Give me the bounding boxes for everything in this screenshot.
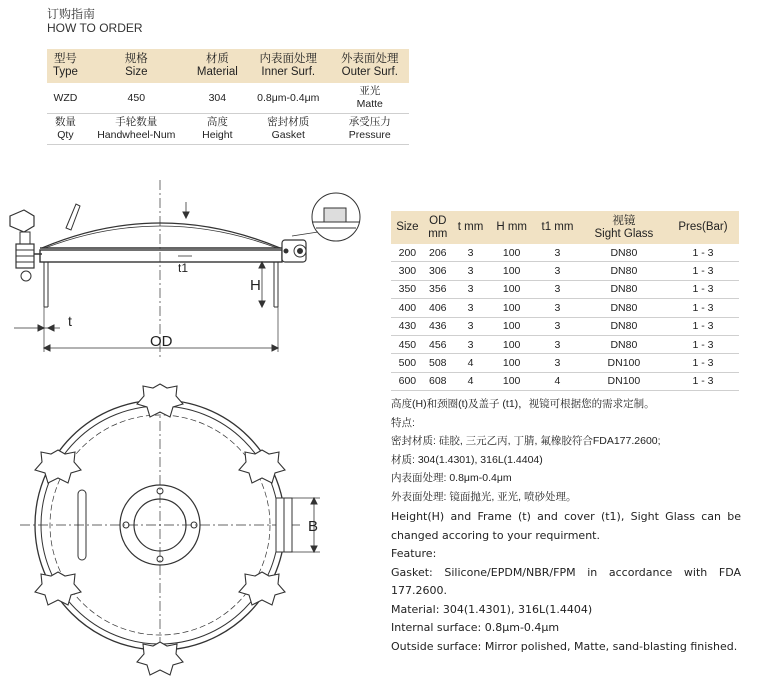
spec-cell-t: 3: [452, 262, 489, 280]
order-col-inner-surf: [246, 49, 331, 83]
spec-cell-h: 100: [489, 280, 534, 298]
notes-english: [391, 508, 741, 656]
spec-cell-t1: 3: [534, 317, 581, 335]
spec-cell-pressure: 1 - 3: [667, 317, 739, 335]
spec-cell-t: 3: [452, 335, 489, 353]
spec-cell-size: 300: [391, 262, 424, 280]
detail-gasket: [324, 208, 346, 222]
note-en-line: Gasket: Silicone/EPDM/NBR/FPM in accordance with FDA 177.2600.: [391, 565, 741, 597]
order-col-pressure: [331, 114, 409, 145]
spec-cell-pressure: 1 - 3: [667, 372, 739, 390]
order-guide-header: [47, 7, 143, 35]
spec-cell-sight-glass: DN100: [581, 354, 667, 372]
spec-cell-sight-glass: DN80: [581, 244, 667, 262]
spec-cell-t1: 3: [534, 335, 581, 353]
spec-cell-sight-glass: DN100: [581, 372, 667, 390]
handwheel-knob: [10, 210, 34, 232]
b-arrow-top: [311, 498, 317, 504]
spec-table-body: [391, 244, 739, 391]
order-col-label-en: Inner Surf.: [261, 66, 316, 78]
spec-cell-t: 3: [452, 244, 489, 262]
spec-col-sight-en: Sight Glass: [594, 227, 654, 240]
detail-leader: [292, 232, 318, 236]
note-cn-line: 密封材质: 硅胶, 三元乙丙, 丁腈, 氟橡胶符合FDA177.2600;: [391, 435, 661, 447]
spec-cell-pressure: 1 - 3: [667, 262, 739, 280]
note-en-line: Outside surface: Mirror polished, Matte, sand-blasting finished.: [391, 639, 738, 653]
t-arrow-left: [38, 325, 44, 331]
order-col-material: [189, 49, 246, 83]
handwheel-upper-left: [35, 450, 81, 483]
spec-cell-t1: 3: [534, 299, 581, 317]
spec-cell-t1: 4: [534, 372, 581, 390]
dome-cover: [42, 223, 280, 248]
order-col-label-en: Qty: [57, 129, 74, 141]
spec-cell-sight-glass: DN80: [581, 262, 667, 280]
spec-cell-h: 100: [489, 335, 534, 353]
spec-cell-h: 100: [489, 262, 534, 280]
order-col-label-en: Gasket: [271, 129, 305, 141]
spec-cell-t1: 3: [534, 354, 581, 372]
t-arrow-right: [48, 325, 54, 331]
spec-table: [391, 211, 739, 391]
spec-cell-pressure: 1 - 3: [667, 335, 739, 353]
order-value-material: 304: [189, 83, 246, 114]
note-cn-line: 内表面处理: 0.8μm-0.4μm: [391, 472, 512, 484]
spec-cell-od: 306: [424, 262, 452, 280]
order-col-label-en: Type: [52, 66, 78, 78]
label-t: t: [68, 313, 72, 329]
spec-cell-t: 3: [452, 299, 489, 317]
spec-table-row: [391, 354, 739, 372]
order-col-label-en: Pressure: [348, 129, 391, 141]
spec-table-row: [391, 244, 739, 262]
notes-chinese: [391, 395, 741, 506]
spec-table-row: [391, 299, 739, 317]
spec-cell-pressure: 1 - 3: [667, 244, 739, 262]
b-arrow-bottom: [311, 546, 317, 552]
spec-cell-t1: 3: [534, 280, 581, 298]
handwheel-top: [137, 384, 183, 417]
order-table-header-row: [47, 49, 409, 83]
spec-col-size: Size: [391, 211, 424, 244]
order-col-handwheel: [84, 114, 189, 145]
spec-cell-size: 430: [391, 317, 424, 335]
order-value-outer-en: Matte: [356, 98, 383, 110]
note-en-line: Feature:: [391, 547, 437, 560]
spec-col-t: t mm: [452, 211, 489, 244]
handwheel-bolt-head: [21, 271, 31, 281]
order-guide-title-en: HOW TO ORDER: [47, 21, 143, 35]
spec-col-sight-cn: 视镜: [612, 214, 636, 227]
spec-cell-h: 100: [489, 244, 534, 262]
handwheel-upper-right: [239, 450, 285, 483]
spec-table-row: [391, 335, 739, 353]
spec-cell-size: 400: [391, 299, 424, 317]
spec-cell-od: 406: [424, 299, 452, 317]
order-col-label-en: Outer Surf.: [341, 66, 398, 78]
spec-cell-t: 4: [452, 372, 489, 390]
od-arrow-right: [272, 345, 278, 351]
order-col-label-cn: 密封材质: [267, 116, 310, 128]
spec-cell-size: 600: [391, 372, 424, 390]
note-cn-line: 外表面处理: 镜面抛光, 亚光, 喷砂处理。: [391, 490, 577, 503]
order-col-label-cn: 内表面处理: [259, 53, 317, 65]
spec-col-t1: t1 mm: [534, 211, 581, 244]
hinge-pin-center: [298, 249, 303, 254]
handwheel-lower-left: [35, 572, 81, 605]
dome-cover-inner: [45, 226, 277, 248]
spec-cell-size: 200: [391, 244, 424, 262]
spec-cell-pressure: 1 - 3: [667, 354, 739, 372]
spec-cell-od: 436: [424, 317, 452, 335]
spec-cell-t1: 3: [534, 262, 581, 280]
spec-cell-h: 100: [489, 372, 534, 390]
order-value-inner-surf: 0.8μm-0.4μm: [246, 83, 331, 114]
spec-cell-size: 350: [391, 280, 424, 298]
order-col-label-cn: 数量: [54, 116, 76, 128]
spec-cell-pressure: 1 - 3: [667, 299, 739, 317]
order-col-label-cn: 手轮数量: [115, 116, 158, 128]
spec-cell-size: 500: [391, 354, 424, 372]
notes: [391, 395, 741, 656]
note-cn-line: 高度(H)和颈圈(t)及盖子 (t1)，视镜可根据您的需求定制。: [391, 398, 655, 410]
order-col-label-cn: 承受压力: [348, 116, 391, 128]
order-col-label-en: Material: [196, 66, 238, 78]
note-en-line: Height(H) and Frame (t) and cover (t1), Sight Glass can be changed accoring to your requirment.: [391, 510, 741, 542]
t1-arrow: [183, 212, 189, 218]
spec-cell-od: 206: [424, 244, 452, 262]
spec-cell-t1: 3: [534, 244, 581, 262]
spec-cell-sight-glass: DN80: [581, 280, 667, 298]
spec-cell-h: 100: [489, 299, 534, 317]
manhole-flange: [40, 250, 282, 262]
spec-col-od-unit: mm: [428, 227, 448, 240]
label-t1: t1: [178, 261, 189, 275]
order-guide-title-cn: 订购指南: [47, 7, 96, 21]
order-col-gasket: [246, 114, 331, 145]
spec-cell-od: 456: [424, 335, 452, 353]
manhole-technical-drawing: [0, 180, 380, 688]
order-table: [47, 49, 409, 145]
spec-cell-size: 450: [391, 335, 424, 353]
order-value-outer-surf: [331, 83, 409, 114]
note-en-line: Internal surface: 0.8μm-0.4μm: [391, 621, 560, 634]
handwheel-stem: [20, 232, 30, 244]
spec-cell-t: 3: [452, 317, 489, 335]
note-en-line: Material: 304(1.4301), 316L(1.4404): [391, 602, 593, 616]
order-col-label-cn: 外表面处理: [341, 53, 399, 65]
top-view: [20, 384, 320, 675]
handwheel-lower-right: [239, 572, 285, 605]
order-table-second-row: [47, 114, 409, 145]
order-col-label-cn: 型号: [53, 53, 77, 65]
spec-col-sight-glass: [581, 211, 667, 244]
order-col-label-cn: 材质: [205, 53, 229, 65]
order-col-outer-surf: [331, 49, 409, 83]
label-od: OD: [150, 333, 173, 350]
label-h: H: [250, 277, 261, 294]
spec-table-row: [391, 317, 739, 335]
cover-handle: [66, 204, 80, 230]
order-col-qty: [47, 114, 84, 145]
spec-table-row: [391, 372, 739, 390]
order-col-label-en: Size: [125, 66, 148, 78]
spec-cell-sight-glass: DN80: [581, 335, 667, 353]
spec-cell-h: 100: [489, 354, 534, 372]
hinge-bolt: [284, 249, 288, 253]
spec-cell-od: 356: [424, 280, 452, 298]
spec-col-h: H mm: [489, 211, 534, 244]
order-col-label-cn: 规格: [124, 53, 148, 65]
od-arrow-left: [44, 345, 50, 351]
spec-table-row: [391, 262, 739, 280]
spec-cell-sight-glass: DN80: [581, 317, 667, 335]
spec-cell-od: 508: [424, 354, 452, 372]
spec-cell-t: 3: [452, 280, 489, 298]
order-table-example-row: [47, 83, 409, 114]
spec-table-row: [391, 280, 739, 298]
note-cn-line: 材质: 304(1.4301), 316L(1.4404): [391, 453, 543, 466]
order-col-size: [84, 49, 189, 83]
order-col-height: [189, 114, 246, 145]
order-value-size: 450: [84, 83, 189, 114]
spec-cell-pressure: 1 - 3: [667, 280, 739, 298]
order-value-type: WZD: [47, 83, 84, 114]
spec-col-od: [424, 211, 452, 244]
h-arrow-top: [259, 262, 265, 268]
spec-cell-sight-glass: DN80: [581, 299, 667, 317]
order-col-label-cn: 高度: [206, 116, 228, 128]
spec-cell-h: 100: [489, 317, 534, 335]
spec-col-od-label: OD: [429, 214, 447, 227]
order-value-outer-cn: 亚光: [359, 85, 381, 97]
spec-col-pressure: Pres(Bar): [667, 211, 739, 244]
h-arrow-bottom: [259, 301, 265, 307]
order-col-type: [47, 49, 84, 83]
handwheel-bottom: [137, 642, 183, 675]
label-b: B: [308, 518, 319, 535]
note-cn-line: 特点:: [391, 416, 415, 429]
order-col-label-en: Height: [202, 129, 233, 141]
order-col-label-en: Handwheel-Num: [97, 129, 176, 141]
spec-cell-t: 4: [452, 354, 489, 372]
spec-table-header-row: [391, 211, 739, 244]
spec-cell-od: 608: [424, 372, 452, 390]
